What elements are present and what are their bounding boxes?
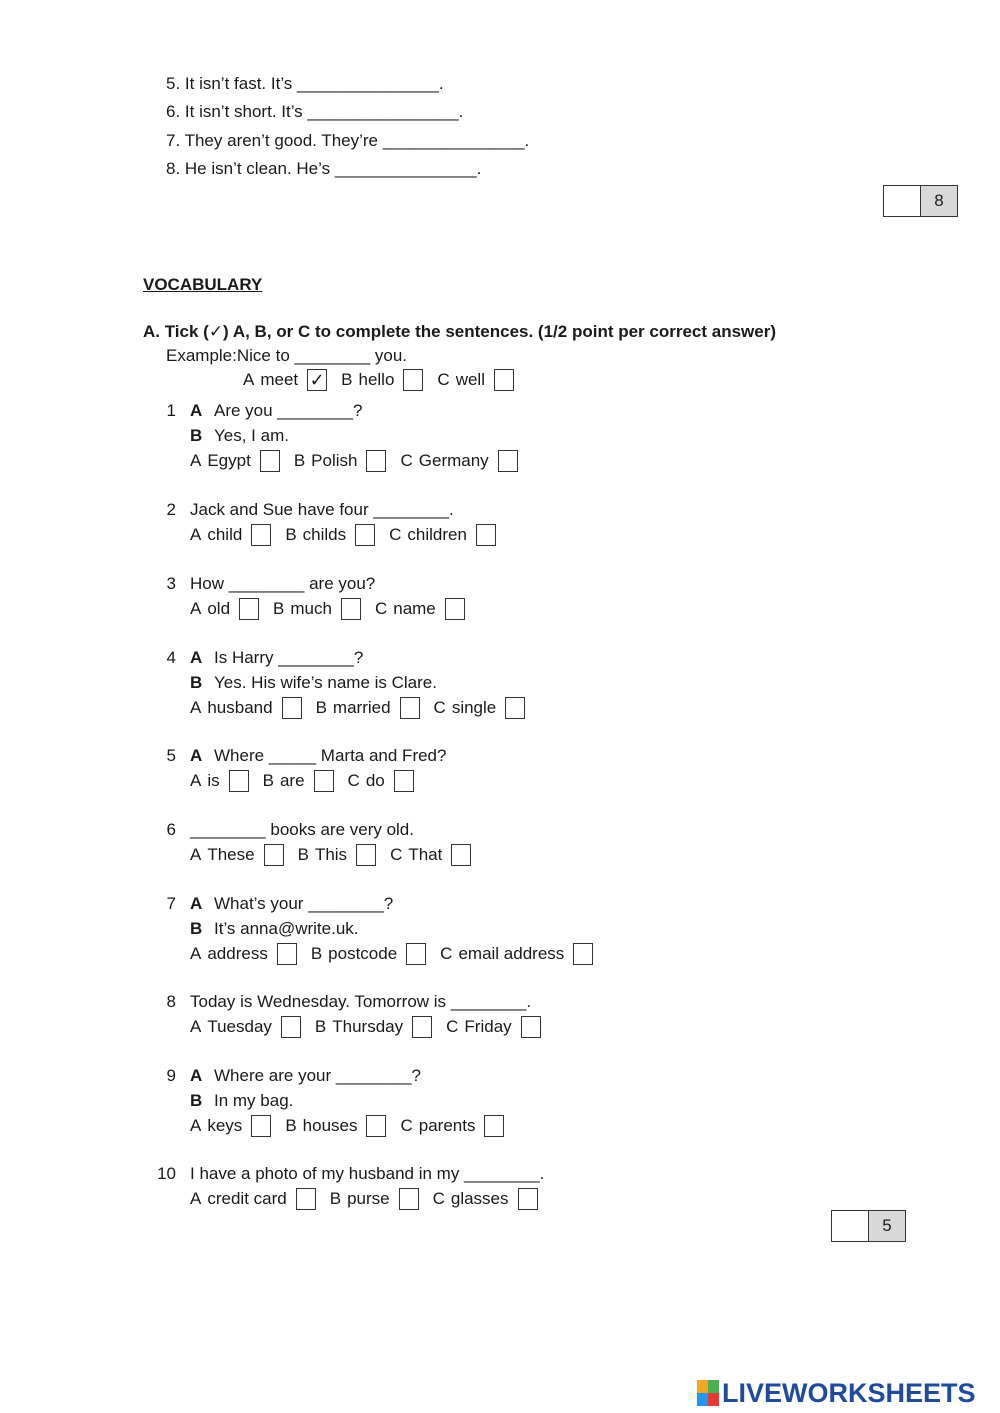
option-text: childs: [302, 525, 347, 544]
option-letter: B: [285, 1116, 297, 1135]
question-number: 2: [166, 500, 176, 519]
question-text: Where are your ________?: [214, 1066, 421, 1085]
checkbox[interactable]: [494, 369, 514, 391]
option-a: [190, 449, 294, 473]
option-c: [375, 597, 479, 621]
option-c: [400, 449, 531, 473]
question-number: 10: [157, 1164, 176, 1183]
option-letter: C: [433, 698, 446, 717]
checkbox[interactable]: [451, 844, 471, 866]
option-text: husband: [207, 698, 273, 717]
question-number: 9: [166, 1066, 176, 1085]
checkbox[interactable]: [366, 1115, 386, 1137]
question-number: 1: [166, 401, 176, 420]
checkbox[interactable]: [400, 697, 420, 719]
question-2-options: [190, 523, 510, 547]
option-letter: A: [190, 525, 202, 544]
option-letter: B: [285, 525, 297, 544]
checkbox[interactable]: [394, 770, 414, 792]
question-10-options: [190, 1187, 552, 1211]
speaker-label: B: [190, 673, 203, 692]
example-option-a: A meet ✓: [243, 368, 341, 392]
example-line: [166, 344, 407, 368]
question-9-options: [190, 1114, 518, 1138]
checkbox[interactable]: [341, 598, 361, 620]
option-text: married: [332, 698, 391, 717]
option-c: [389, 523, 510, 547]
option-b: [330, 1187, 433, 1211]
question-text: Yes, I am.: [214, 426, 289, 445]
question-text: Jack and Sue have four ________.: [190, 500, 454, 519]
option-a: [190, 843, 298, 867]
option-text: Friday: [464, 1017, 512, 1036]
checkbox[interactable]: [406, 943, 426, 965]
option-b: [311, 942, 440, 966]
option-b: [294, 449, 401, 473]
speaker-label: A: [190, 401, 203, 420]
speaker-label: A: [190, 648, 203, 667]
checkbox[interactable]: [277, 943, 297, 965]
option-letter: C: [400, 451, 413, 470]
checkbox[interactable]: [260, 450, 280, 472]
option-b: [285, 1114, 400, 1138]
option-letter: C: [374, 599, 388, 618]
checkbox[interactable]: [239, 598, 259, 620]
option-a: [190, 597, 273, 621]
score-box-top: [883, 185, 958, 217]
question-text: In my bag.: [214, 1091, 294, 1110]
checkbox[interactable]: [412, 1016, 432, 1038]
option-text: That: [408, 845, 443, 864]
option-text: email address: [458, 944, 565, 963]
option-c: [446, 1015, 555, 1039]
checkbox[interactable]: [251, 1115, 271, 1137]
example-label: Example:: [166, 346, 237, 365]
option-b: [273, 597, 375, 621]
question-text: Is Harry ________?: [214, 648, 364, 667]
exercise-item-5: 5. It isn’t fast. It’s _______________.: [166, 74, 444, 93]
option-a: [190, 1187, 330, 1211]
option-text: credit card: [207, 1189, 287, 1208]
option-text: name: [393, 599, 436, 618]
question-text: How ________ are you?: [190, 574, 376, 593]
option-letter: A: [190, 944, 202, 963]
option-text: houses: [302, 1116, 358, 1135]
option-c: [400, 1114, 518, 1138]
option-a: [190, 523, 285, 547]
section-title: VOCABULARY: [143, 275, 263, 294]
option-letter: B: [314, 1017, 327, 1036]
checkbox[interactable]: [229, 770, 249, 792]
speaker-label: A: [190, 746, 203, 765]
option-text: are: [279, 771, 305, 790]
checkbox[interactable]: [403, 369, 423, 391]
checkbox[interactable]: [518, 1188, 538, 1210]
option-c: [390, 843, 485, 867]
option-c: [440, 942, 607, 966]
checkbox[interactable]: [356, 844, 376, 866]
checkbox[interactable]: [484, 1115, 504, 1137]
option-letter: C: [400, 1116, 413, 1135]
question-8-options: [190, 1015, 555, 1039]
option-text: address: [207, 944, 268, 963]
speaker-label: B: [190, 919, 203, 938]
speaker-label: B: [190, 426, 203, 445]
option-text: postcode: [328, 944, 398, 963]
example-option-c: C well: [437, 368, 528, 392]
exercise-item-7: 7. They aren’t good. They’re _______________.: [166, 131, 530, 150]
question-4-options: [190, 696, 539, 720]
example-options: [243, 368, 528, 392]
option-text: These: [207, 845, 255, 864]
score-input-bottom[interactable]: [832, 1211, 869, 1241]
score-box-bottom: [831, 1210, 906, 1242]
checkbox[interactable]: [355, 524, 375, 546]
option-c: [348, 769, 428, 793]
option-b: [315, 1015, 446, 1039]
option-letter: B: [273, 599, 285, 618]
option-a: [190, 696, 316, 720]
option-letter: B: [310, 944, 323, 963]
option-a: [190, 1114, 285, 1138]
option-a: [190, 942, 311, 966]
brand-name: LIVEWORKSHEETS: [722, 1378, 976, 1408]
option-letter: A: [190, 1116, 202, 1135]
checkbox[interactable]: [505, 697, 525, 719]
option-text: do: [365, 771, 385, 790]
option-letter: C: [440, 944, 453, 963]
option-letter: C: [389, 525, 402, 544]
option-b: [285, 523, 389, 547]
option-text: single: [451, 698, 497, 717]
option-letter: C: [446, 1017, 459, 1036]
option-letter: B: [297, 845, 309, 864]
speaker-label: A: [190, 1066, 203, 1085]
question-text: What’s your ________?: [214, 894, 394, 913]
liveworksheets-logo: [697, 1378, 976, 1408]
checkbox[interactable]: [498, 450, 518, 472]
question-text: Where _____ Marta and Fred?: [214, 746, 447, 765]
option-letter: A: [190, 845, 202, 864]
option-text: much: [290, 599, 332, 618]
instruction: A. Tick (✓) A, B, or C to complete the sentences. (1/2 point per correct answer): [143, 322, 777, 341]
option-text: Polish: [311, 451, 358, 470]
question-1-options: [190, 449, 532, 473]
option-letter: A: [190, 599, 202, 618]
question-text: Yes. His wife’s name is Clare.: [214, 673, 437, 692]
option-text: This: [314, 845, 348, 864]
question-number: 3: [166, 574, 176, 593]
question-3-options: [190, 597, 479, 621]
option-text: old: [207, 599, 231, 618]
option-text: Thursday: [332, 1017, 404, 1036]
option-letter: A: [190, 771, 202, 790]
option-text: Germany: [418, 451, 489, 470]
question-number: 8: [166, 992, 176, 1011]
question-text: ________ books are very old.: [190, 820, 414, 839]
question-text: Are you ________?: [214, 401, 363, 420]
checkbox[interactable]: [281, 1016, 301, 1038]
option-text: Egypt: [207, 451, 251, 470]
option-b: [298, 843, 390, 867]
checkbox[interactable]: [521, 1016, 541, 1038]
question-number: 5: [166, 746, 176, 765]
question-6-options: [190, 843, 485, 867]
option-letter: C: [390, 845, 403, 864]
option-text: child: [207, 525, 243, 544]
checkbox[interactable]: [251, 524, 271, 546]
question-text: It’s anna@write.uk.: [214, 919, 359, 938]
checkbox[interactable]: [296, 1188, 316, 1210]
liveworksheets-logo-icon: [697, 1380, 719, 1406]
option-letter: B: [262, 771, 274, 790]
checkbox[interactable]: [399, 1188, 419, 1210]
option-letter: A: [190, 451, 202, 470]
option-c: [434, 696, 540, 720]
question-number: 4: [166, 648, 176, 667]
checkbox[interactable]: [264, 844, 284, 866]
option-a: [190, 769, 263, 793]
checkbox[interactable]: ✓: [307, 369, 327, 391]
option-letter: A: [190, 1189, 202, 1208]
option-text: purse: [347, 1189, 390, 1208]
option-text: is: [207, 771, 220, 790]
option-letter: C: [347, 771, 360, 790]
speaker-label: B: [190, 1091, 203, 1110]
option-text: glasses: [450, 1189, 509, 1208]
option-letter: A: [190, 698, 202, 717]
speaker-label: A: [190, 894, 203, 913]
checkbox[interactable]: [314, 770, 334, 792]
option-text: Tuesday: [207, 1017, 272, 1036]
option-text: children: [407, 525, 467, 544]
checkbox[interactable]: [445, 598, 465, 620]
exercise-item-8: 8. He isn’t clean. He’s _______________.: [166, 159, 482, 178]
checkbox[interactable]: [476, 524, 496, 546]
option-letter: B: [329, 1189, 342, 1208]
option-b: [263, 769, 348, 793]
checkbox[interactable]: [366, 450, 386, 472]
question-5-options: [190, 769, 428, 793]
option-c: [433, 1187, 552, 1211]
score-total-bottom: 5: [869, 1211, 905, 1241]
exercise-item-6: 6. It isn’t short. It’s ________________.: [166, 102, 464, 121]
question-text: Today is Wednesday. Tomorrow is ________.: [190, 992, 532, 1011]
question-text: I have a photo of my husband in my ________.: [190, 1164, 545, 1183]
checkbox[interactable]: [282, 697, 302, 719]
example-option-b: B hello: [341, 368, 437, 392]
checkbox[interactable]: [573, 943, 593, 965]
option-text: parents: [418, 1116, 476, 1135]
option-letter: C: [432, 1189, 445, 1208]
option-letter: B: [315, 698, 327, 717]
option-letter: A: [190, 1017, 202, 1036]
option-b: [316, 696, 434, 720]
option-text: keys: [207, 1116, 243, 1135]
question-number: 6: [166, 820, 176, 839]
question-number: 7: [166, 894, 176, 913]
question-7-options: [190, 942, 607, 966]
example-text: Nice to ________ you.: [236, 346, 407, 365]
option-letter: B: [293, 451, 306, 470]
option-a: [190, 1015, 315, 1039]
score-input-top[interactable]: [884, 186, 921, 216]
score-total-top: 8: [921, 186, 957, 216]
